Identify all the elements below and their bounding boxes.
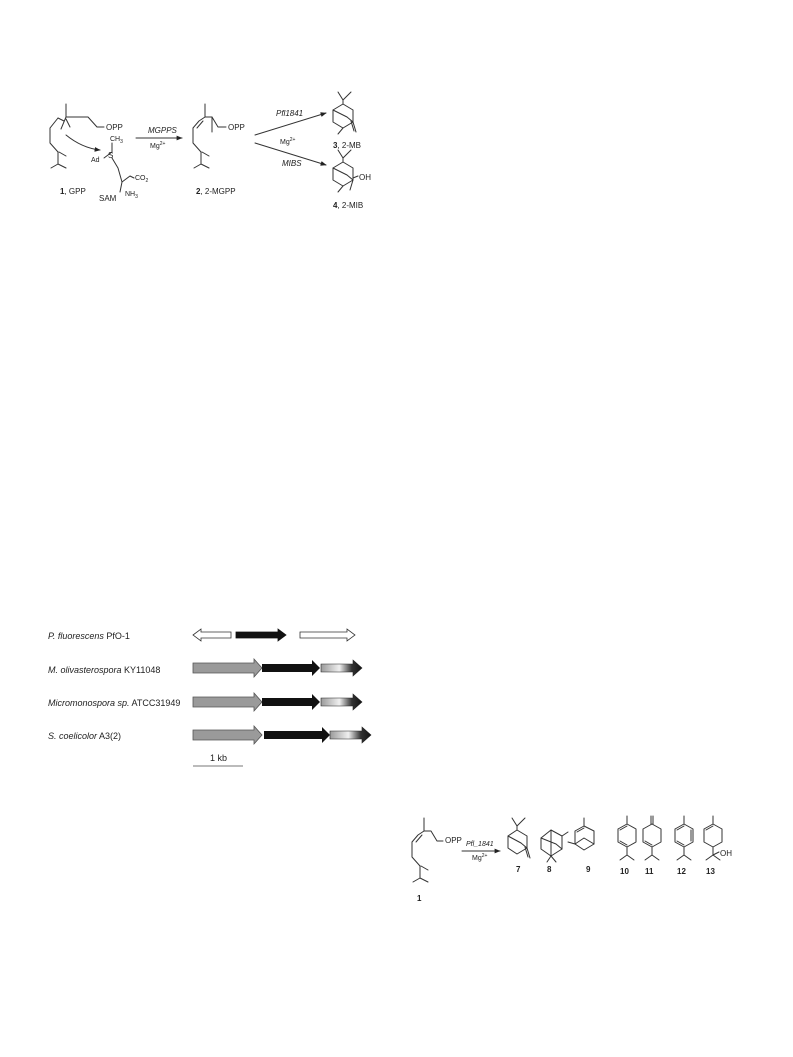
product-8-structure bbox=[541, 830, 568, 862]
s-label: S bbox=[108, 151, 114, 160]
scale-bar-label: 1 kb bbox=[210, 753, 228, 763]
organism-label-1: P. fluorescens PfO-1 bbox=[48, 631, 130, 641]
product-11-label: 11 bbox=[645, 867, 654, 876]
compound-1b-caption: 1 bbox=[417, 894, 422, 903]
product-12-structure bbox=[675, 816, 693, 860]
mgpps-label: MGPPS bbox=[148, 126, 177, 135]
gene-arrow-3b bbox=[262, 694, 320, 710]
gene-arrow-1c bbox=[300, 629, 355, 641]
mib-structure bbox=[333, 150, 358, 192]
gpp-structure-2 bbox=[412, 818, 443, 882]
gene-cluster-figure bbox=[48, 629, 371, 766]
mb-structure bbox=[333, 92, 356, 134]
gpp-opp-label: OPP bbox=[106, 123, 123, 132]
sam-label: SAM bbox=[99, 194, 117, 203]
gene-arrow-4c bbox=[330, 727, 371, 743]
gene-arrow-2a bbox=[193, 659, 262, 677]
product-10-label: 10 bbox=[620, 867, 629, 876]
gene-arrow-1a bbox=[193, 629, 231, 641]
compound-4-caption: 4, 2-MIB bbox=[333, 201, 364, 210]
oh-label: OH bbox=[359, 173, 371, 182]
product-7-structure bbox=[508, 818, 530, 858]
product-13-oh-label: OH bbox=[720, 849, 732, 858]
product-11-structure bbox=[643, 816, 661, 860]
gene-arrow-1b bbox=[236, 629, 286, 641]
ad-label: Ad bbox=[91, 157, 100, 164]
organism-label-2: M. olivasterospora KY11048 bbox=[48, 665, 161, 675]
co2-label: $CO_2$ bbox=[135, 175, 149, 184]
gene-arrow-2c bbox=[321, 660, 362, 676]
pfl1841-label: Pfl1841 bbox=[276, 109, 304, 118]
ch3-label: $CH_3$ bbox=[110, 136, 123, 145]
gene-arrow-4b bbox=[264, 727, 330, 743]
scheme-1 bbox=[50, 92, 371, 210]
mibs-label: MIBS bbox=[282, 159, 302, 168]
product-8-label: 8 bbox=[547, 865, 552, 874]
scheme-2 bbox=[412, 816, 732, 903]
compound-1-caption: 1, GPP bbox=[60, 187, 86, 196]
product-12-label: 12 bbox=[677, 867, 686, 876]
mg-label-1: $Mg^{2+}$ bbox=[150, 141, 166, 150]
product-10-structure bbox=[618, 816, 636, 860]
pfl-1841-label: Pfl_1841 bbox=[466, 841, 494, 848]
organism-label-3: Micromonospora sp. ATCC31949 bbox=[48, 698, 181, 708]
gene-arrow-4a bbox=[193, 726, 262, 744]
nh3-label: $NH_3$ bbox=[125, 191, 138, 200]
product-9-label: 9 bbox=[586, 865, 591, 874]
mgpp-structure bbox=[193, 104, 226, 168]
gene-arrow-2b bbox=[262, 660, 320, 676]
mg-label-2: $Mg^{2+}$ bbox=[280, 137, 296, 146]
mg-label-3: $Mg^{2+}$ bbox=[472, 853, 488, 862]
organism-label-4: S. coelicolor A3(2) bbox=[48, 731, 122, 741]
compound-2-caption: 2, 2-MGPP bbox=[196, 187, 236, 196]
mgpp-opp-label: OPP bbox=[228, 123, 245, 132]
compound-3-caption: 3, 2-MB bbox=[333, 141, 362, 150]
product-9-structure bbox=[568, 818, 594, 850]
gpp2-opp-label: OPP bbox=[445, 836, 462, 845]
gene-arrow-3a bbox=[193, 693, 262, 711]
product-7-label: 7 bbox=[516, 865, 521, 874]
gene-arrow-3c bbox=[321, 694, 362, 710]
product-13-label: 13 bbox=[706, 867, 715, 876]
